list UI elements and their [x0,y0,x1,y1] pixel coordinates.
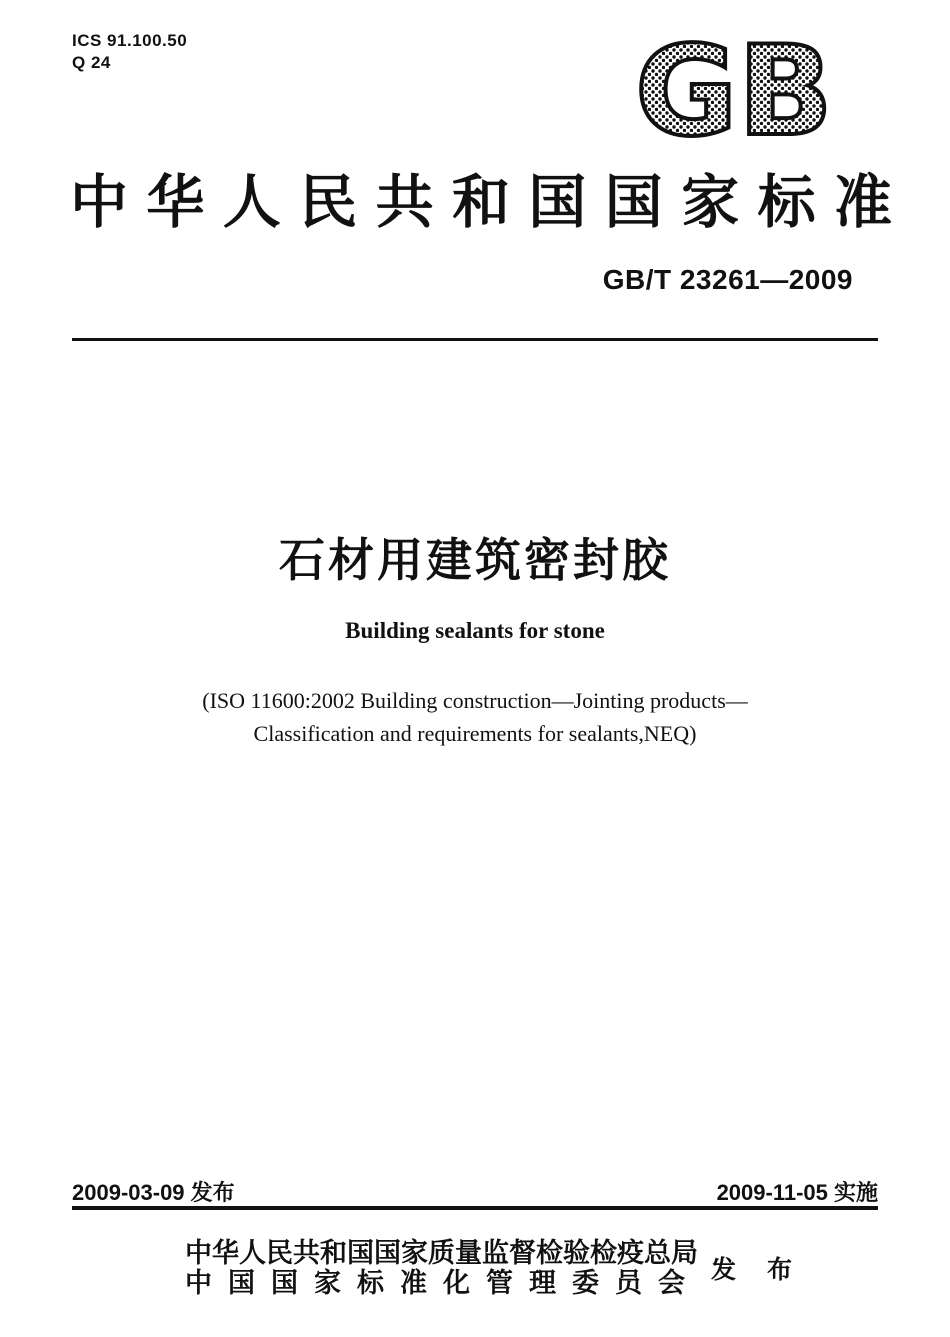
masthead-divider-rule [72,338,878,341]
gb-logo-icon [630,34,838,146]
ics-classification-block [72,30,187,74]
iso-note-line2: Classification and requirements for sealants,NEQ) [253,721,697,746]
issuer-line1: 中华人民共和国国家质量监督检验检疫总局 [185,1238,698,1268]
implementation-date: 2009-11-05 实施 [716,1180,878,1205]
publish-label: 发 布 [711,1256,804,1284]
ics-code: ICS 91.100.50 [72,31,188,50]
footer-divider-rule [72,1206,878,1210]
date-row [72,1176,878,1207]
gb-logo-text: GB [635,34,833,146]
issuer-line2: 中国国家标准化管理委员会 [185,1268,685,1298]
issuing-authorities [185,1238,804,1298]
doc-class-code: Q 24 [72,53,111,73]
national-standard-masthead: 中华人民共和国国家标准 [70,170,892,235]
issuer-names [185,1238,698,1298]
issue-date: 2009-03-09 发布 [72,1180,235,1205]
document-title-chinese: 石材用建筑密封胶 [279,534,671,586]
standard-number: GB/T 23261—2009 [602,264,853,295]
iso-equivalence-note [0,684,950,750]
document-title-english: Building sealants for stone [345,618,605,643]
iso-note-line1: (ISO 11600:2002 Building construction—Jointing products— [202,688,748,713]
